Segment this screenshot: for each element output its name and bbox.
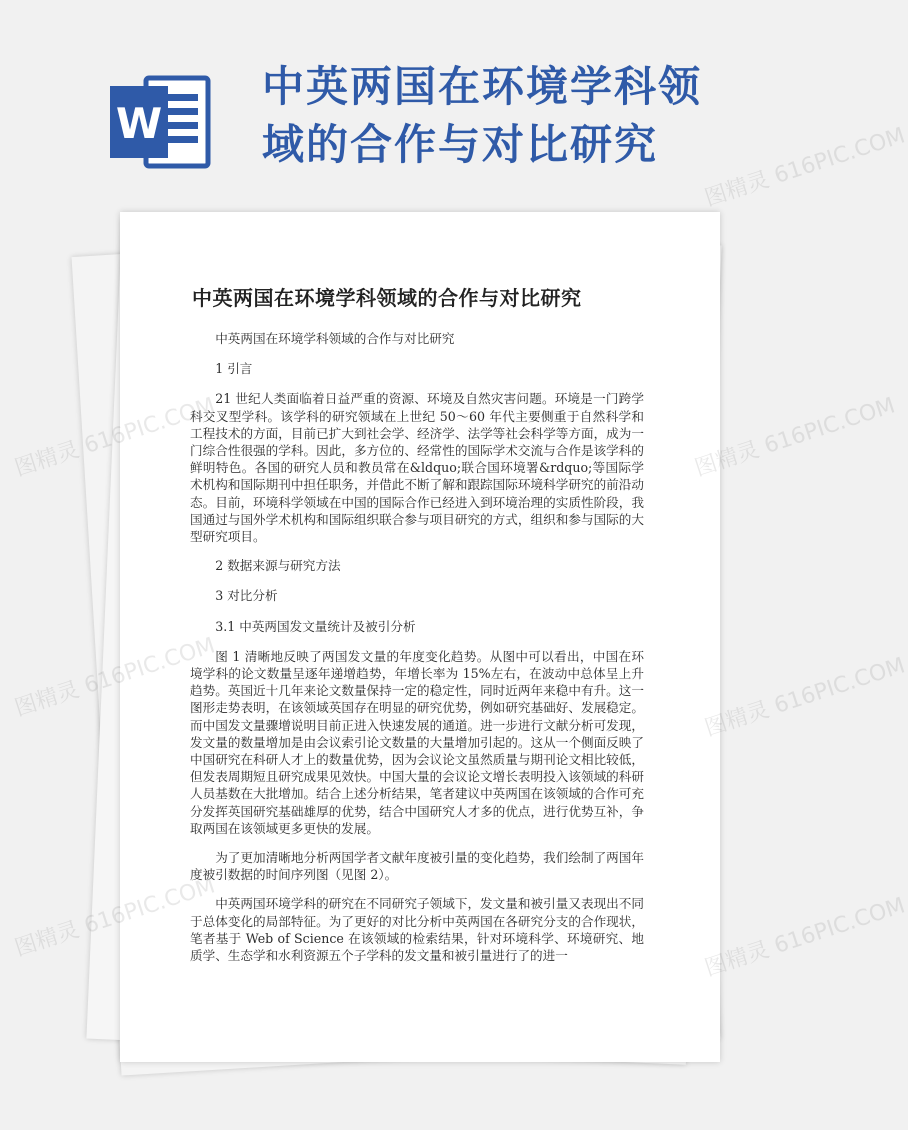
section-heading: 3.1 中英两国发文量统计及被引分析 bbox=[215, 618, 416, 634]
body-paragraph: 21 世纪人类面临着日益严重的资源、环境及自然灾害问题。环境是一门跨学科交叉型学科。该学科的研究领域在上世纪 50～60 年代主要侧重于自然科学和工程技术的方面，目前已扩大到社会学、经济学、法学等社会科学等方面，成为一门综合性很强的学科。因此，多方位的、经常性的国际学术交流与合作是该学科的鲜明特色。各国的研究人员和教员常在&ldquo;联合国环境署&rdquo;等国际学术机构和国际期刊中担任职务，并借此不断了解和跟踪国际环境科学研究的前沿动态。目前，环境科学领域在中国的国际合作已经进入到环境治理的实质性阶段，我国通过与国外学术机构和国际组织联合参与项目研究的方式，组织和参与国际的大型研究项目。 bbox=[190, 391, 644, 545]
watermark: 图精灵 616PIC.COM bbox=[701, 653, 908, 742]
body-paragraph: 图 1 清晰地反映了两国发文量的年度变化趋势。从图中可以看出，中国在环境学科的论文数量呈逐年递增趋势，年增长率为 15%左右，在波动中总体呈上升趋势。英国近十几年来论文数量保持一定的稳定性，同时近两年来稳中有升。这一图形走势表明，在该领域英国存在明显的研究优势，例如研究基础好、发展稳定。而中国发文量骤增说明目前正进入快速发展的通道。进一步进行文献分析可发现，发文量的数量增加是由会议索引论文数量的大量增加引起的。这从一个侧面反映了中国研究在科研人才上的数量优势，因为会议论文虽然质量与期刊论文相比较低，但发表周期短且研究成果见效快。中国大量的会议论文增长表明投入该领域的科研人员基数在大批增加。结合上述分析结果，笔者建议中英两国在该领域的合作可充分发挥英国研究基础雄厚的优势，结合中国研究人才多的优点，进行优势互补，争取两国在该领域更多更快的发展。 bbox=[190, 648, 644, 836]
document-title: 中英两国在环境学科领域的合作与对比研究 bbox=[192, 286, 582, 310]
word-doc-icon bbox=[108, 72, 214, 172]
section-heading: 2 数据来源与研究方法 bbox=[215, 558, 341, 574]
watermark: 图精灵 bbox=[11, 437, 83, 482]
page-title-line1: 中英两国在环境学科领 bbox=[262, 62, 703, 111]
body-paragraph: 为了更加清晰地分析两国学者文献年度被引量的变化趋势，我们绘制了两国年度被引数据的时间序列图（见图 2）。 bbox=[190, 850, 644, 883]
section-heading: 1 引言 bbox=[215, 361, 253, 377]
page-title bbox=[262, 58, 782, 174]
document-subtitle: 中英两国在环境学科领域的合作与对比研究 bbox=[215, 331, 455, 346]
word-icon-letter: W bbox=[115, 99, 163, 148]
watermark: 图精灵 bbox=[11, 917, 83, 962]
document-page bbox=[120, 212, 720, 1062]
watermark: 图精灵 616PIC.COM bbox=[701, 123, 908, 212]
body-paragraph: 中英两国环境学科的研究在不同研究子领域下，发文量和被引量又表现出不同于总体变化的局部特征。为了更好的对比分析中英两国在各研究分支的合作现状，笔者基于 Web of Science 在该领域的检索结果，针对环境科学、环境研究、地质学、生态学和水利资源五个子学科的发文量和被引量进行了的进一 bbox=[190, 896, 644, 964]
page-title-line2: 域的合作与对比研究 bbox=[262, 120, 659, 169]
watermark: 图精灵 616PIC.COM bbox=[701, 893, 908, 982]
document-body bbox=[190, 330, 644, 976]
watermark: 图精灵 616PIC.COM bbox=[691, 393, 899, 482]
watermark: 图精灵 bbox=[11, 677, 83, 722]
section-heading: 3 对比分析 bbox=[215, 588, 278, 604]
